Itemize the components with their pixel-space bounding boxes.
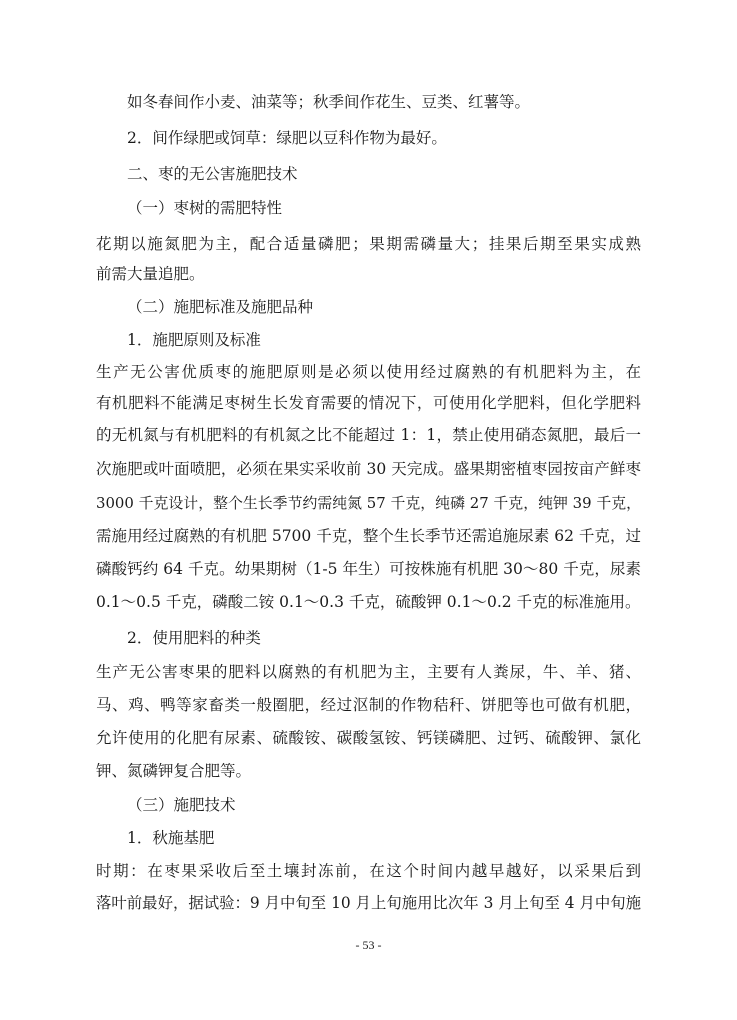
text-line: 需施用经过腐熟的有机肥 5700 千克，整个生长季节还需追施尿素 62 千克，过 (96, 527, 641, 545)
text-line: 有机肥料不能满足枣树生长发育需要的情况下，可使用化学肥料，但化学肥料 (96, 394, 641, 412)
text-line: 2．间作绿肥或饲草：绿肥以豆科作物为最好。 (127, 129, 447, 147)
item-heading: 1．施肥原则及标准 (127, 331, 261, 349)
text-line: 次施肥或叶面喷肥，必须在果实采收前 30 天完成。盛果期密植枣园按亩产鲜枣 (96, 460, 641, 478)
section-heading: 二、枣的无公害施肥技术 (127, 165, 298, 183)
text-line: 如冬春间作小麦、油菜等；秋季间作花生、豆类、红薯等。 (127, 93, 531, 111)
text-line: 0.1～0.5 千克，磷酸二铵 0.1～0.3 千克，硫酸钾 0.1～0.2 千克的标准施用。 (96, 593, 641, 611)
subsection-heading: （一）枣树的需肥特性 (127, 199, 283, 217)
text-line: 生产无公害枣果的肥料以腐熟的有机肥为主，主要有人粪尿，牛、羊、猪、 (96, 663, 641, 681)
item-heading: 1．秋施基肥 (127, 829, 215, 847)
text-line: 前需大量追肥。 (96, 265, 205, 283)
text-line: 时期：在枣果采收后至土壤封冻前，在这个时间内越早越好，以采果后到 (96, 862, 641, 880)
text-line: 的无机氮与有机肥料的有机氮之比不能超过 1：1，禁止使用硝态氮肥，最后一 (96, 426, 641, 444)
text-line: 落叶前最好，据试验：9 月中旬至 10 月上旬施用比次年 3 月上旬至 4 月中旬施 (96, 894, 641, 912)
subsection-heading: （二）施肥标准及施肥品种 (127, 298, 314, 316)
text-line: 花期以施氮肥为主，配合适量磷肥；果期需磷量大；挂果后期至果实成熟 (96, 235, 641, 253)
text-line: 生产无公害优质枣的施肥原则是必须以使用经过腐熟的有机肥料为主，在 (96, 363, 641, 381)
text-line: 磷酸钙约 64 千克。幼果期树（1-5 年生）可按株施有机肥 30～80 千克，尿素 (96, 560, 641, 578)
text-line: 允许使用的化肥有尿素、硫酸铵、碳酸氢铵、钙镁磷肥、过钙、硫酸钾、氯化 (96, 729, 641, 747)
item-heading: 2．使用肥料的种类 (127, 629, 261, 647)
text-line: 3000 千克设计，整个生长季节约需纯氮 57 千克，纯磷 27 千克，纯钾 39 千克， (96, 494, 641, 512)
text-line: 钾、氮磷钾复合肥等。 (96, 762, 252, 780)
page-number: - 53 - (355, 938, 382, 952)
text-line: 马、鸡、鸭等家畜类一般圈肥，经过沤制的作物秸秆、饼肥等也可做有机肥， (96, 696, 641, 714)
subsection-heading: （三）施肥技术 (127, 796, 236, 814)
